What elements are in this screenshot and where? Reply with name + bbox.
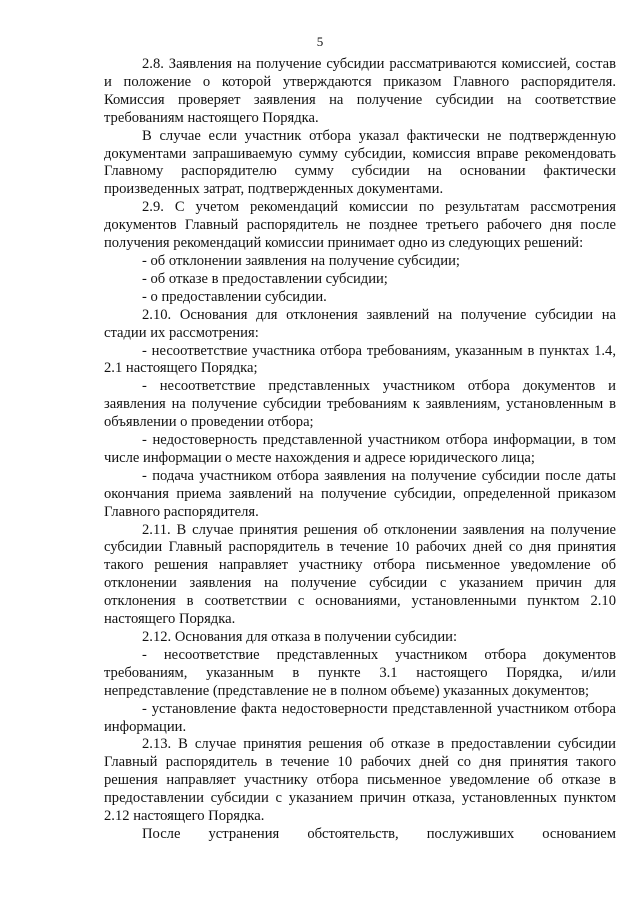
paragraph-2-12: 2.12. Основания для отказа в получении субсидии: [142, 629, 458, 645]
paragraph-2-8: 2.8. Заявления на получение субсидии рассматриваются комиссией, состав и положение о которой утверждаются приказом Главного распорядителя. Комиссия проверяет заявления на получение субсидии на соответствие требованиям настоящего Порядка. [104, 56, 616, 126]
paragraph-2-9: 2.9. С учетом рекомендаций комиссии по результатам рассмотрения документов Главный распорядитель не позднее третьего рабочего дня после получения рекомендаций комиссии принимает одно из следующих решений: [104, 199, 616, 252]
list-item-late-submission: - подача участником отбора заявления на получение субсидии после даты окончания приема заявлений на получение субсидии, определенной приказом Главного распорядителя. [104, 467, 616, 520]
list-item-information-unreliable: - недостоверность представленной участником отбора информации, в том числе информации о месте нахождения и адресе юридического лица; [104, 432, 616, 466]
list-item-decision-grant: - о предоставлении субсидии. [142, 288, 327, 305]
list-item-participant-mismatch: - несоответствие участника отбора требованиям, указанным в пунктах 1.4, 2.1 настоящего Порядка; [104, 342, 616, 377]
list-item-refusal-documents: - несоответствие представленных участником отбора документов требованиям, указанным в пункте 3.1 настоящего Порядка, и/или непредставление (представление не в полном объеме) указанных документов; [104, 646, 616, 699]
list-item-refusal-unreliable: - установление факта недостоверности представленной участником отбора информации. [104, 700, 616, 735]
paragraph-2-13: 2.13. В случае принятия решения об отказе в предоставлении субсидии Главный распорядитель в течение 10 рабочих дней со дня принятия такого решения направляет участнику отбора письменное уведомление об отказе в предоставлении субсидии с указанием причин отказа, установленных пунктом 2.12 настоящего Порядка. [104, 736, 616, 825]
paragraph-2-11: 2.11. В случае принятия решения об отклонении заявления на получение субсидии Главный распорядитель в течение 10 рабочих дней со дня принятия такого решения направляет участнику отбора письменное уведомление об отклонении заявления на получение субсидии с указанием причин для отклонения в соответствии с основаниями, установленными пунктом 2.10 настоящего Порядка. [104, 521, 616, 628]
document-body [104, 56, 616, 844]
paragraph-after-elimination: После устранения обстоятельств, послуживших основанием [142, 825, 616, 842]
list-item-decision-reject: - об отклонении заявления на получение субсидии; [142, 252, 460, 269]
page-number: 5 [316, 34, 324, 49]
paragraph-unconfirmed-amount: В случае если участник отбора указал фактически не подтвержденную документами запрашиваемую сумму субсидии, комиссия вправе рекомендовать Главному распорядителю сумму субсидии на основании фактически произведенных затрат, подтвержденных документами. [104, 127, 616, 198]
list-item-documents-mismatch: - несоответствие представленных участником отбора документов и заявления на получение субсидии требованиям к заявлениям, установленным в объявлении о проведении отбора; [104, 378, 616, 431]
paragraph-2-10: 2.10. Основания для отклонения заявлений на получение субсидии на стадии их рассмотрения: [104, 306, 616, 341]
list-item-decision-refuse: - об отказе в предоставлении субсидии; [142, 270, 388, 287]
